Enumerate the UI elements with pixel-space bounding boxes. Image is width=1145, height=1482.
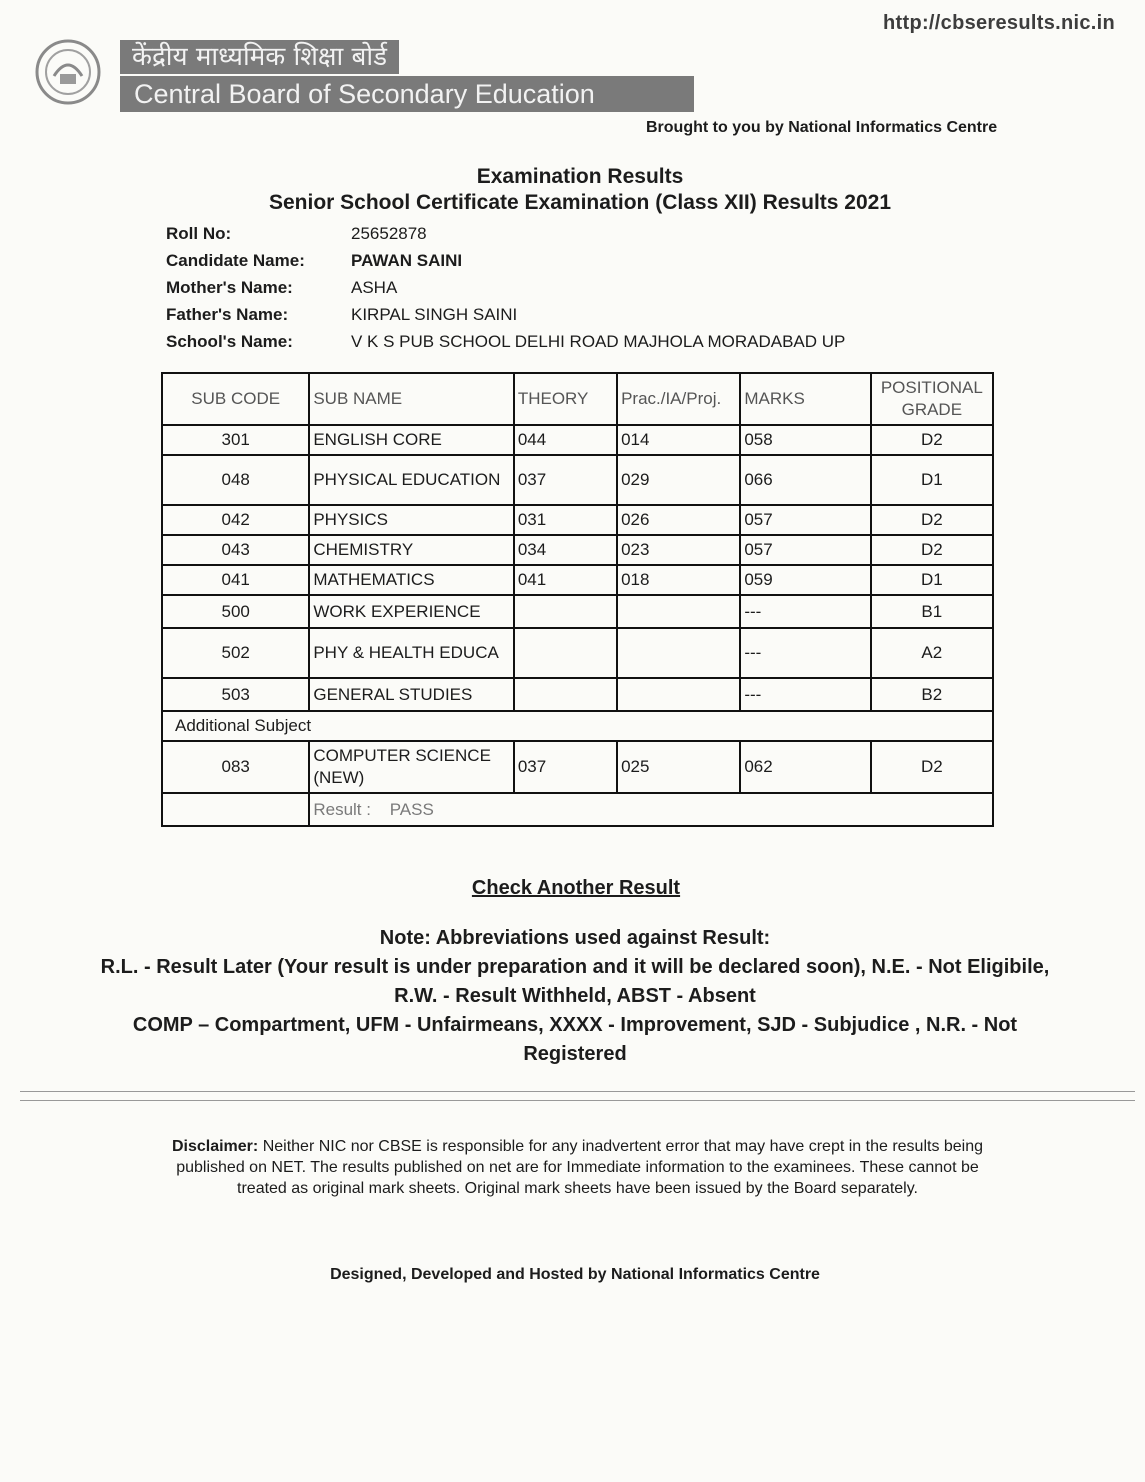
grade-cell: D2 bbox=[871, 505, 993, 535]
disclaimer-label: Disclaimer: bbox=[171, 1138, 259, 1155]
sub-name-cell: ENGLISH CORE bbox=[309, 425, 513, 455]
theory-cell bbox=[514, 678, 617, 711]
col-header-sub-code: SUB CODE bbox=[162, 373, 309, 425]
note-line-1: R.L. - Result Later (Your result is under preparation and it will be declared soon), N.E. - Not Eligibile, bbox=[100, 956, 1050, 978]
divider bbox=[20, 1091, 1135, 1092]
sub-name-cell: COMPUTER SCIENCE (NEW) bbox=[309, 741, 513, 793]
additional-subject-row bbox=[162, 711, 993, 741]
marks-cell: 057 bbox=[740, 535, 870, 565]
grade-cell: D1 bbox=[871, 455, 993, 505]
board-name-hindi: केंद्रीय माध्यमिक शिक्षा बोर्ड bbox=[120, 40, 399, 74]
disclaimer-text: Neither NIC nor CBSE is responsible for any inadvertent error that may have crept in the results being published on NET. The results published on net are for Immediate information to the examinees. These cannot be treated as original mark sheets. Original mark sheets have been issued by the Board separately. bbox=[176, 1138, 984, 1197]
additional-subject-label: Additional Subject bbox=[162, 711, 993, 741]
note-line-4: Registered bbox=[523, 1043, 627, 1065]
marks-cell: 059 bbox=[740, 565, 870, 595]
grade-cell: D2 bbox=[871, 425, 993, 455]
marks-cell: 057 bbox=[740, 505, 870, 535]
school-name-label: School's Name: bbox=[166, 331, 293, 351]
sub-code-cell: 042 bbox=[162, 505, 309, 535]
col-header-theory: THEORY bbox=[514, 373, 617, 425]
cbse-emblem-icon bbox=[30, 36, 106, 106]
father-name-label: Father's Name: bbox=[166, 304, 289, 324]
theory-cell: 031 bbox=[514, 505, 617, 535]
mother-name-row bbox=[166, 274, 845, 301]
candidate-name-value: PAWAN SAINI bbox=[351, 250, 463, 270]
sub-name-cell: WORK EXPERIENCE bbox=[309, 595, 513, 628]
marks-cell: 062 bbox=[740, 741, 870, 793]
mother-name-label: Mother's Name: bbox=[166, 277, 293, 297]
theory-cell bbox=[514, 628, 617, 678]
results-table bbox=[161, 372, 994, 827]
grade-cell: D2 bbox=[871, 741, 993, 793]
grade-cell: D1 bbox=[871, 565, 993, 595]
roll-value: 25652878 bbox=[351, 223, 427, 243]
mother-name-value: ASHA bbox=[351, 277, 398, 297]
candidate-info bbox=[166, 220, 845, 355]
sub-name-cell: CHEMISTRY bbox=[309, 535, 513, 565]
sub-code-cell: 083 bbox=[162, 741, 309, 793]
table-row bbox=[162, 595, 993, 628]
check-another-result-link[interactable]: Check Another Result bbox=[471, 877, 681, 899]
sub-code-cell: 500 bbox=[162, 595, 309, 628]
table-row bbox=[162, 741, 993, 793]
subject-rows bbox=[162, 425, 993, 711]
result-row bbox=[162, 793, 993, 826]
candidate-name-row bbox=[166, 247, 845, 274]
theory-cell bbox=[514, 595, 617, 628]
marks-cell: --- bbox=[740, 595, 870, 628]
school-name-value: V K S PUB SCHOOL DELHI ROAD MAJHOLA MORADABAD UP bbox=[351, 331, 846, 351]
theory-cell: 041 bbox=[514, 565, 617, 595]
table-row bbox=[162, 425, 993, 455]
sub-code-cell: 502 bbox=[162, 628, 309, 678]
marks-cell: --- bbox=[740, 628, 870, 678]
note-line-3: COMP – Compartment, UFM - Unfairmeans, XXXX - Improvement, SJD - Subjudice , N.R. - Not bbox=[132, 1014, 1018, 1036]
practical-cell bbox=[617, 595, 740, 628]
sub-name-cell: PHYSICS bbox=[309, 505, 513, 535]
candidate-name-label: Candidate Name: bbox=[166, 250, 305, 270]
theory-cell: 037 bbox=[514, 741, 617, 793]
practical-cell bbox=[617, 628, 740, 678]
page-title: Examination Results bbox=[476, 165, 684, 188]
col-header-marks: MARKS bbox=[740, 373, 870, 425]
divider bbox=[20, 1100, 1135, 1101]
grade-cell: D2 bbox=[871, 535, 993, 565]
practical-cell: 014 bbox=[617, 425, 740, 455]
grade-cell: A2 bbox=[871, 628, 993, 678]
marks-cell: 058 bbox=[740, 425, 870, 455]
result-value: PASS bbox=[389, 799, 434, 819]
practical-cell bbox=[617, 678, 740, 711]
table-header-row bbox=[162, 373, 993, 425]
col-header-grade: POSITIONAL GRADE bbox=[871, 373, 993, 425]
grade-cell: B2 bbox=[871, 678, 993, 711]
grade-cell: B1 bbox=[871, 595, 993, 628]
sub-name-cell: PHYSICAL EDUCATION bbox=[309, 455, 513, 505]
sub-code-cell: 048 bbox=[162, 455, 309, 505]
exam-title: Senior School Certificate Examination (Class XII) Results 2021 bbox=[268, 191, 892, 214]
board-banner bbox=[120, 40, 694, 112]
result-cell bbox=[309, 793, 993, 826]
theory-cell: 034 bbox=[514, 535, 617, 565]
practical-cell: 025 bbox=[617, 741, 740, 793]
practical-cell: 018 bbox=[617, 565, 740, 595]
board-name-english: Central Board of Secondary Education bbox=[120, 76, 694, 112]
table-row bbox=[162, 628, 993, 678]
abbreviations-note bbox=[0, 924, 1145, 1069]
sub-code-cell: 301 bbox=[162, 425, 309, 455]
roll-label: Roll No: bbox=[166, 223, 232, 243]
marks-cell: 066 bbox=[740, 455, 870, 505]
table-row bbox=[162, 535, 993, 565]
theory-cell: 037 bbox=[514, 455, 617, 505]
table-row bbox=[162, 455, 993, 505]
sub-name-cell: MATHEMATICS bbox=[309, 565, 513, 595]
sub-code-cell: 041 bbox=[162, 565, 309, 595]
roll-row bbox=[166, 220, 845, 247]
sub-code-cell: 043 bbox=[162, 535, 309, 565]
col-header-sub-name: SUB NAME bbox=[309, 373, 513, 425]
result-label: Result : bbox=[313, 799, 371, 819]
site-url: http://cbseresults.nic.in bbox=[883, 12, 1115, 34]
practical-cell: 026 bbox=[617, 505, 740, 535]
table-row bbox=[162, 678, 993, 711]
table-row bbox=[162, 505, 993, 535]
father-name-value: KIRPAL SINGH SAINI bbox=[351, 304, 518, 324]
practical-cell: 029 bbox=[617, 455, 740, 505]
disclaimer bbox=[160, 1136, 995, 1199]
marks-cell: --- bbox=[740, 678, 870, 711]
designed-by-text: Designed, Developed and Hosted by National Informatics Centre bbox=[330, 1266, 820, 1283]
sub-name-cell: GENERAL STUDIES bbox=[309, 678, 513, 711]
school-name-row bbox=[166, 328, 845, 355]
brought-by-text: Brought to you by National Informatics Centre bbox=[646, 119, 998, 136]
col-header-practical: Prac./IA/Proj. bbox=[617, 373, 740, 425]
table-row bbox=[162, 565, 993, 595]
sub-name-cell: PHY & HEALTH EDUCA bbox=[309, 628, 513, 678]
note-title: Note: Abbreviations used against Result: bbox=[379, 927, 771, 949]
result-empty-cell bbox=[162, 793, 309, 826]
father-name-row bbox=[166, 301, 845, 328]
theory-cell: 044 bbox=[514, 425, 617, 455]
note-line-2: R.W. - Result Withheld, ABST - Absent bbox=[394, 985, 756, 1007]
practical-cell: 023 bbox=[617, 535, 740, 565]
sub-code-cell: 503 bbox=[162, 678, 309, 711]
